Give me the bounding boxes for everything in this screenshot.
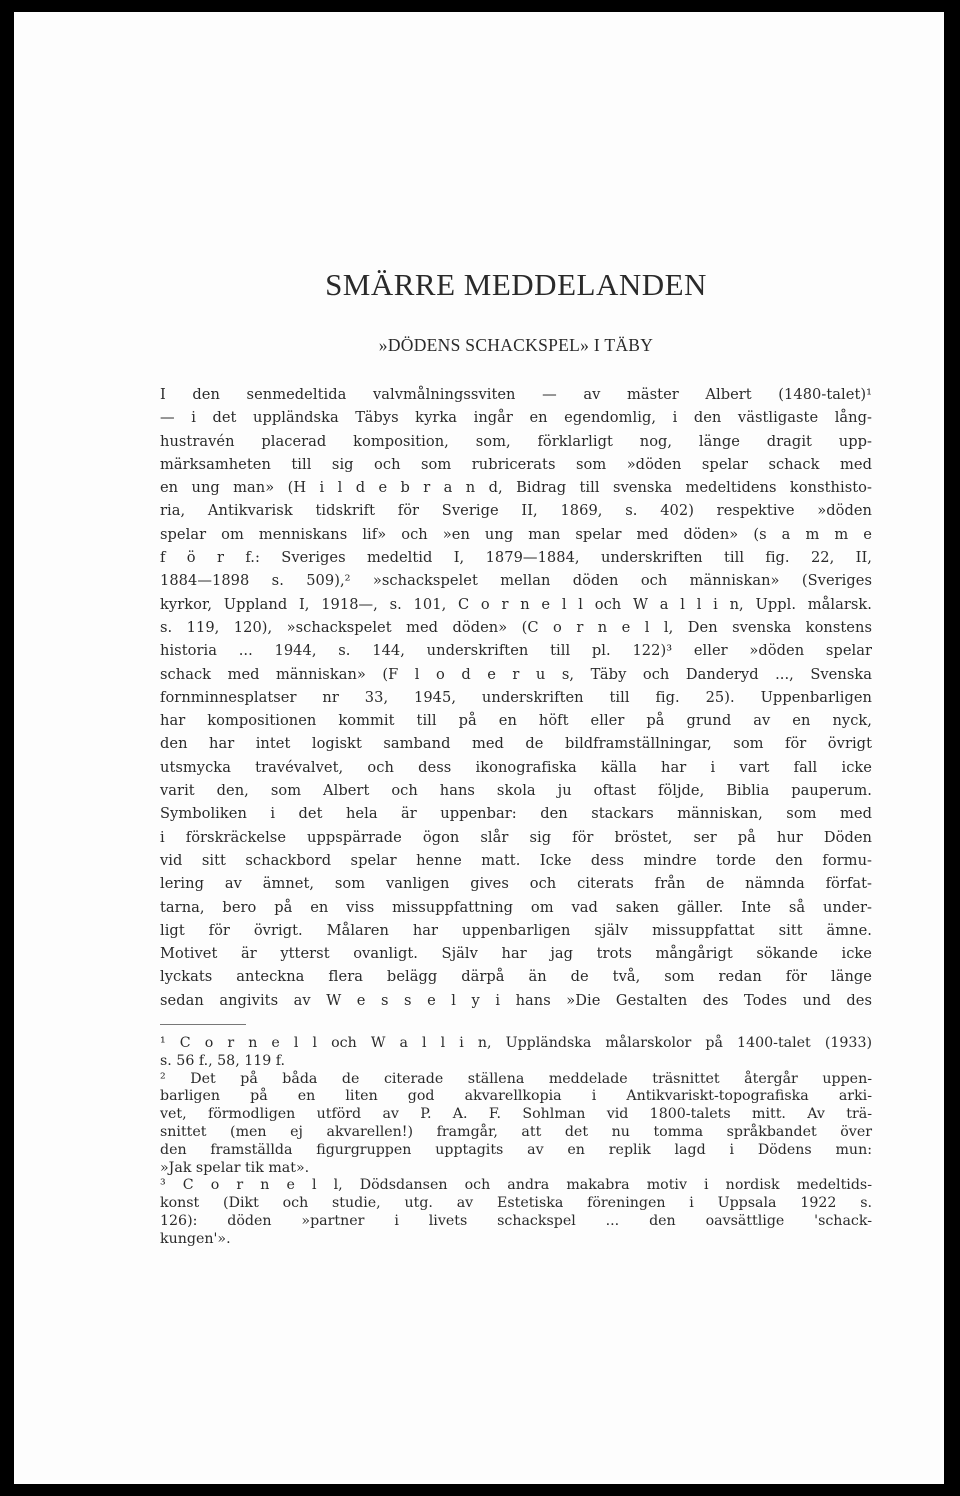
body-line: har kompositionen kommit till på en höft eller på grund av en nyck, — [160, 712, 872, 730]
body-line: kyrkor, Uppland I, 1918—, s. 101, C o r n e l l och W a l l i n, Uppl. målarsk. — [160, 595, 872, 613]
body-line: sedan angivits av W e s s e l y i hans »Die Gestalten des Todes und des — [160, 991, 872, 1009]
body-line: schack med människan» (F l o d e r u s, Täby och Danderyd ..., Svenska — [160, 665, 872, 683]
footnote-divider — [160, 1024, 246, 1025]
page-content — [160, 267, 872, 1249]
document-page — [14, 12, 944, 1484]
body-line: Motivet är ytterst ovanligt. Själv har jag trots mångårigt sökande icke — [160, 945, 872, 963]
body-line: 1884—1898 s. 509),² »schackspelet mellan döden och människan» (Sveriges — [160, 572, 872, 590]
footnotes — [160, 1035, 872, 1249]
footnote-line: »Jak spelar tik mat». — [160, 1159, 310, 1176]
body-line: — i det uppländska Täbys kyrka ingår en egendomlig, i den västligaste lång- — [160, 409, 872, 427]
body-line: en ung man» (H i l d e b r a n d, Bidrag till svenska medeltidens konsthisto- — [160, 479, 872, 497]
body-line: I den senmedeltida valvmålningssviten — av mäster Albert (1480-talet)¹ — [160, 386, 872, 403]
body-line: hustravén placerad komposition, som, förklarligt nog, länge dragit upp- — [160, 432, 872, 450]
body-line: lering av ämnet, som vanligen gives och citerats från de nämnda förfat- — [160, 875, 872, 893]
body-line: tarna, bero på en viss missuppfattning om vad saken gäller. Inte så under- — [160, 898, 872, 916]
body-line: f ö r f.: Sveriges medeltid I, 1879—1884, underskriften till fig. 22, II, — [160, 549, 872, 567]
footnote-line: konst (Dikt och studie, utg. av Estetiska föreningen i Uppsala 1922 s. — [160, 1195, 872, 1212]
article-body — [160, 383, 872, 1012]
footnote-line: vet, förmodligen utförd av P. A. F. Sohlman vid 1800-talets mitt. Av trä- — [160, 1106, 872, 1123]
body-line: historia ... 1944, s. 144, underskriften till pl. 122)³ eller »döden spelar — [160, 642, 872, 660]
body-line: varit den, som Albert och hans skola ju oftast följde, Biblia pauperum. — [160, 782, 872, 800]
footnote-line: kungen'». — [160, 1230, 231, 1247]
footnote-line: ³ C o r n e l l, Dödsdansen och andra makabra motiv i nordisk medeltids- — [160, 1177, 872, 1194]
section-title: SMÄRRE MEDDELANDEN — [325, 267, 707, 302]
footnote-line: den framställda figurgruppen upptagits av en replik lagd i Dödens mun: — [160, 1141, 872, 1158]
body-line: vid sitt schackbord spelar henne matt. Icke dess mindre torde den formu- — [160, 851, 872, 869]
article-title: »DÖDENS SCHACKSPEL» I TÄBY — [378, 335, 654, 355]
body-line: ria, Antikvarisk tidskrift för Sverige II, 1869, s. 402) respektive »döden — [160, 502, 872, 520]
body-line: ligt för övrigt. Målaren har uppenbarligen själv missuppfattat sitt ämne. — [160, 921, 872, 939]
footnote-line: barligen på en liten god akvarellkopia i Antikvariskt-topografiska arki- — [160, 1088, 872, 1105]
body-line: märksamheten till sig och som rubricerats som »döden spelar schack med — [160, 455, 872, 473]
body-line: i förskräckelse uppspärrade ögon slår sig för bröstet, ser på hur Döden — [160, 828, 872, 846]
body-line: den har intet logiskt samband med de bildframställningar, som för övrigt — [160, 735, 872, 753]
body-line: lyckats anteckna flera belägg därpå än de två, som redan för länge — [160, 968, 872, 986]
footnote-line: 126): döden »partner i livets schackspel ... den oavsättlige 'schack- — [160, 1212, 872, 1229]
footnote-line: s. 56 f., 58, 119 f. — [160, 1052, 286, 1069]
body-line: utsmycka travévalvet, och dess ikonografiska källa har i vart fall icke — [160, 758, 872, 776]
body-line: fornminnesplatser nr 33, 1945, underskriften till fig. 25). Uppenbarligen — [160, 688, 872, 706]
footnote-line: snittet (men ej akvarellen!) framgår, att det nu tomma språkbandet över — [160, 1124, 872, 1140]
body-line: Symboliken i det hela är uppenbar: den stackars människan, som med — [160, 805, 872, 823]
body-line: spelar om menniskans lif» och »en ung man spelar med döden» (s a m m e — [160, 525, 872, 543]
footnote-line: ² Det på båda de citerade ställena meddelade träsnittet återgår uppen- — [160, 1070, 872, 1087]
body-line: s. 119, 120), »schackspelet med döden» (C o r n e l l, Den svenska konstens — [160, 618, 872, 636]
footnote-line: ¹ C o r n e l l och W a l l i n, Uppländska målarskolor på 1400-talet (1933) — [160, 1035, 872, 1052]
